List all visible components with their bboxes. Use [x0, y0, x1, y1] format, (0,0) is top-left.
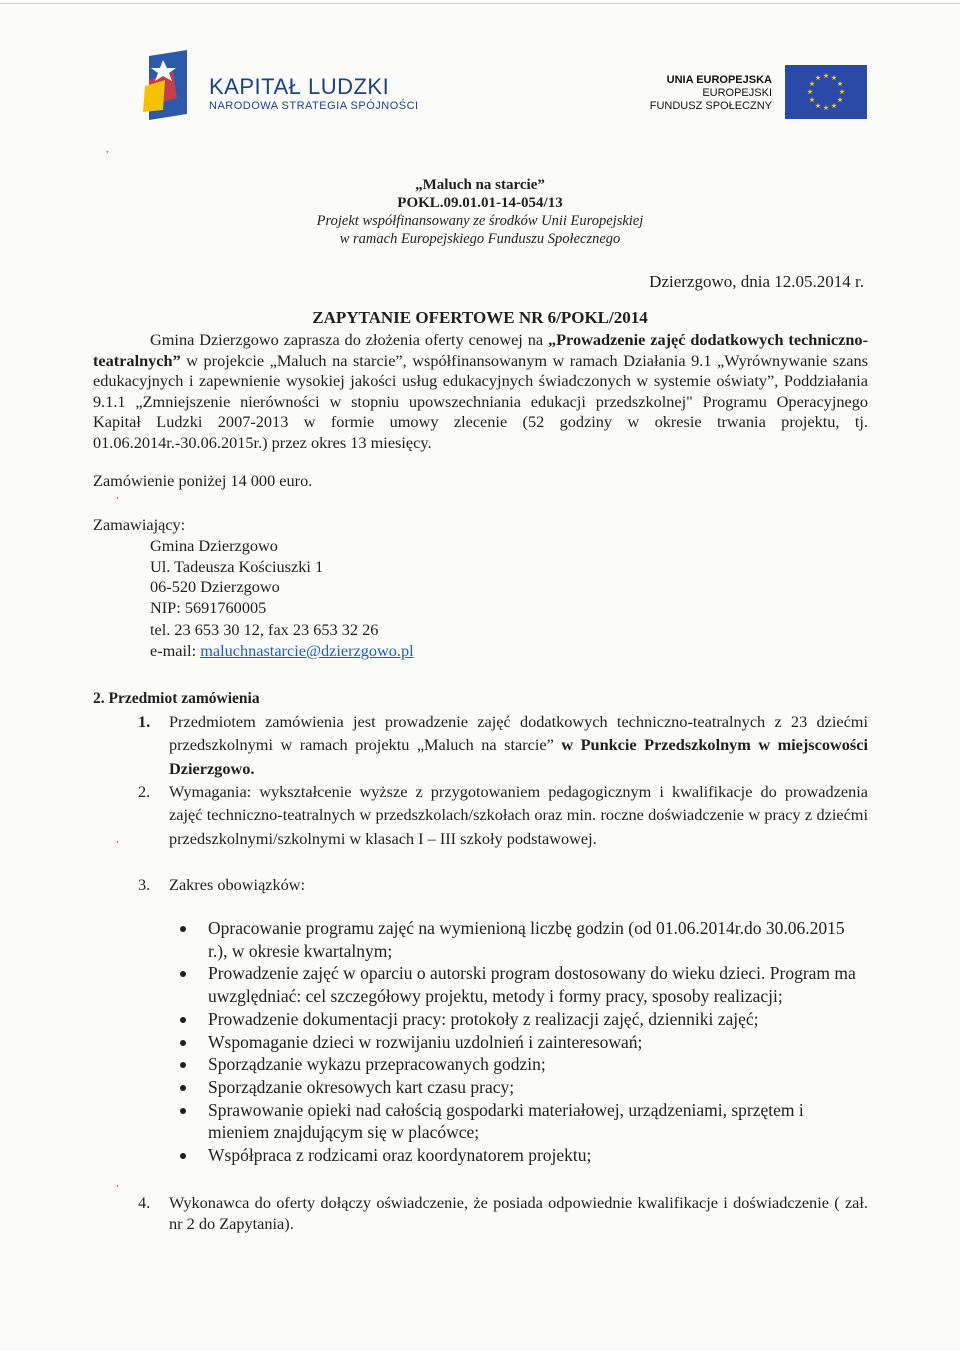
scan-top-line — [0, 3, 960, 4]
list-item — [93, 710, 868, 780]
list-item: Opracowanie programu zajęć na wymienioną liczbę godzin (od 01.06.2014r.do 30.06.2015 r.), w okresie kwartalnym; — [180, 917, 868, 962]
duties-list — [180, 917, 868, 1167]
item-number: 4. — [138, 1193, 151, 1212]
list-item: Sporządzanie okresowych kart czasu pracy; — [180, 1076, 868, 1099]
svg-text:★: ★ — [822, 104, 830, 112]
client-street: Ul. Tadeusza Kościuszki 1 — [150, 556, 324, 576]
item-text-bold: w Punkcie Przedszkolnym w miejscowości Dzierzgowo. — [169, 735, 868, 778]
item-text: Zakres obowiązków: — [169, 875, 306, 894]
list-item: Sporządzanie wykazu przepracowanych godzin; — [180, 1053, 868, 1076]
project-info — [0, 176, 960, 248]
intro-paragraph — [93, 330, 868, 454]
item-number: 3. — [138, 875, 151, 894]
bullet-icon — [180, 971, 186, 977]
project-code: POKL.09.01.01-14-054/13 — [397, 195, 563, 211]
list-item: Sprawowanie opieki nad całością gospodarki materiałowej, urządzeniami, sprzętem i mieniem znajdującym się w placówce; — [180, 1099, 868, 1144]
svg-text:★: ★ — [836, 80, 844, 88]
client-city: 06-520 Dzierzgowo — [150, 577, 280, 597]
document-title: ZAPYTANIE OFERTOWE NR 6/POKL/2014 — [312, 308, 648, 327]
item-number: 1. — [138, 712, 151, 731]
intro-text-b: w projekcie „Maluch na starcie”, współfinansowanym w ramach Działania 9.1 „Wyrównywanie szans edukacyjnych i zapewnienie wysokiej jakości usług edukacyjnych świadczonych w systemie oświaty”, Poddziałania 9.1.1 „Zmniejszenie nierówności w stopniu upowszechniania edukacji przedszkolnej" Programu Operacyjnego Kapitał Ludzki 2007-2013 w formie umowy zlecenie (52 godziny w okresie trwania projektu, tj. 01.06.2014r.-30.06.2015r.) przez okres 13 miesięcy. — [93, 350, 868, 452]
list-item: Współpraca z rodzicami oraz koordynatorem projektu; — [180, 1144, 868, 1167]
intro-bold-service: „Prowadzenie zajęć dodatkowych techniczno-teatralnych” — [93, 330, 868, 370]
project-cofinance-line: Projekt współfinansowany ze środków Unii Europejskiej — [316, 213, 644, 229]
client-nip: NIP: 5691760005 — [150, 597, 267, 617]
eu-flag-icon — [785, 65, 867, 119]
project-name: „Maluch na starcie” — [415, 177, 545, 193]
item-text: Przedmiotem zamówienia jest prowadzenie zajęć dodatkowych techniczno-teatralnych z 23 dziećmi przedszkolnymi w ramach projektu „Maluch na starcie” — [169, 712, 868, 755]
logo-title: KAPITAŁ LUDZKI — [209, 74, 390, 99]
email-link[interactable]: maluchnastarcie@dzierzgowo.pl — [200, 640, 414, 660]
client-name: Gmina Dzierzgowo — [150, 536, 278, 555]
eu-line-2: EUROPEJSKI — [702, 87, 772, 99]
eu-line-3: FUNDUSZ SPOŁECZNY — [649, 100, 772, 112]
item-text: Wykonawca do oferty dołączy oświadczenie, że posiada odpowiednie kwalifikacje i doświadczenie ( zał. nr 2 do Zapytania). — [169, 1193, 868, 1233]
svg-text:★: ★ — [814, 74, 822, 82]
svg-text:★: ★ — [808, 80, 816, 88]
logo-subtitle: NARODOWA STRATEGIA SPÓJNOŚCI — [209, 100, 419, 112]
bullet-icon — [180, 1108, 186, 1114]
bullet-icon — [180, 926, 186, 932]
list-item: Wspomaganie dzieci w rozwijaniu uzdolnień i zainteresowań; — [180, 1031, 868, 1054]
bullet-icon — [180, 1153, 186, 1159]
client-label: Zamawiający: — [93, 515, 186, 534]
client-phone: tel. 23 653 30 12, fax 23 653 32 26 — [150, 620, 379, 640]
list-item — [93, 1192, 868, 1234]
eu-line-1: UNIA EUROPEJSKA — [666, 74, 772, 86]
svg-text:★: ★ — [830, 102, 838, 110]
item-number: 2. — [138, 782, 151, 801]
svg-text:★: ★ — [836, 96, 844, 104]
bullet-icon — [180, 1017, 186, 1023]
project-fund-line: w ramach Europejskiego Funduszu Społecznego — [339, 231, 621, 247]
svg-text:★: ★ — [830, 74, 838, 82]
list-item: Prowadzenie dokumentacji pracy: protokoły z realizacji zajęć, dzienniki zajęć; — [180, 1008, 868, 1031]
list-item — [93, 873, 868, 896]
kapital-ludzki-logo-icon — [143, 50, 191, 120]
bullet-icon — [180, 1062, 186, 1068]
bullet-icon — [180, 1085, 186, 1091]
scan-mark: , — [106, 144, 109, 155]
svg-text:★: ★ — [814, 102, 822, 110]
scan-mark: , — [116, 490, 119, 501]
item-text: Wymagania: wykształcenie wyższe z przygotowaniem pedagogicznym i kwalifikacje do prowadzenia zajęć techniczno-teatralnych w przedszkolach/szkołach oraz min. roczne doświadczenie w pracy z dziećmi przedszkolnymi/szkolnymi w klasach I – III szkoły podstawowej. — [169, 782, 868, 848]
intro-text-a: Gmina Dzierzgowo zaprasza do złożenia oferty cenowej na — [150, 330, 548, 349]
section-2-heading: 2. Przedmiot zamówienia — [93, 690, 260, 707]
bullet-icon — [180, 1040, 186, 1046]
document-date: Dzierzgowo, dnia 12.05.2014 r. — [649, 272, 864, 291]
scan-mark: , — [116, 1178, 119, 1189]
list-item — [93, 780, 868, 850]
client-address — [150, 536, 414, 662]
order-value: Zamówienie poniżej 14 000 euro. — [93, 471, 313, 490]
list-item: Prowadzenie zajęć w oparciu o autorski program dostosowany do wieku dzieci. Program ma uwzględniać: cel szczegółowy projektu, metody i formy pracy, sposoby realizacji; — [180, 962, 868, 1007]
email-label: e-mail: — [150, 640, 201, 660]
eu-label — [650, 74, 772, 113]
svg-text:★: ★ — [806, 88, 814, 96]
svg-text:★: ★ — [822, 72, 830, 80]
scan-mark: , — [116, 834, 119, 845]
svg-text:★: ★ — [838, 88, 846, 96]
svg-text:★: ★ — [808, 96, 816, 104]
